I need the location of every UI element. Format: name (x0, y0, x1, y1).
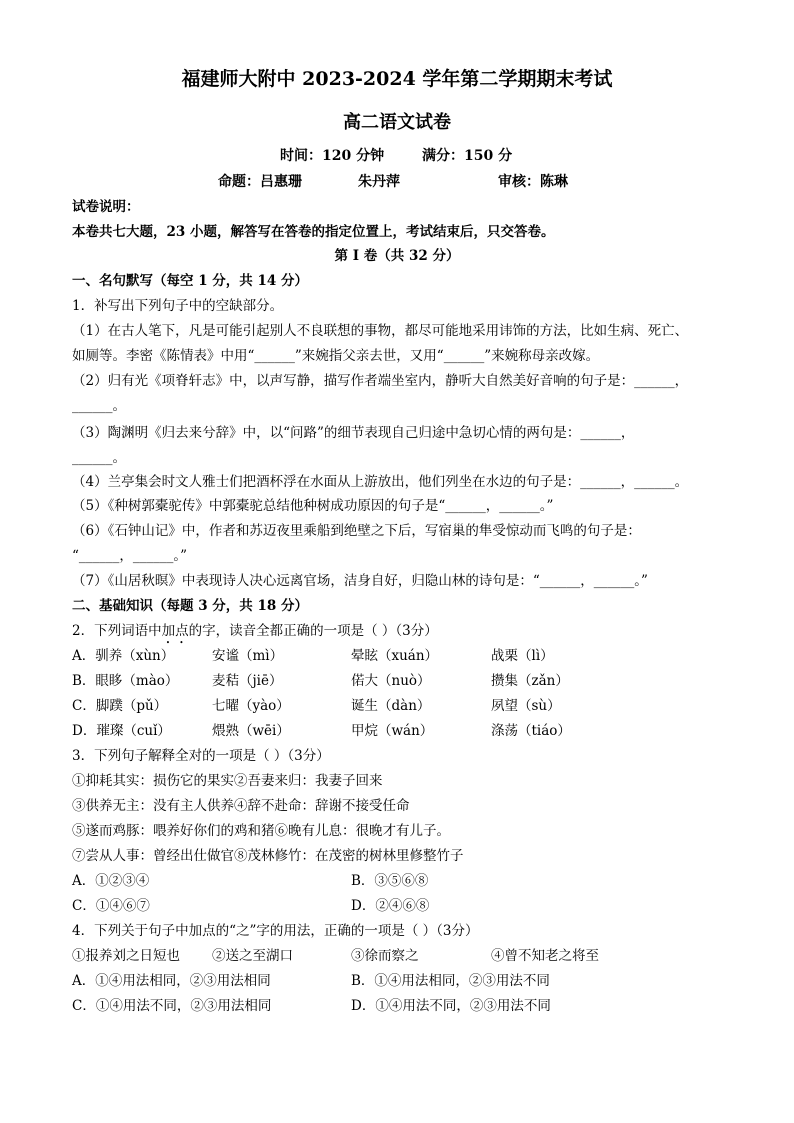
q2-option-cell: B．眼眵（mào） (72, 673, 179, 689)
q2-stem-dotted: 加点 (161, 623, 189, 639)
q1-line: （6）《石钟山记》中，作者和苏迈夜里乘船到绝壁之下后，写宿巢的隼受惊动而飞鸣的句子是： (72, 523, 641, 539)
q2-option-cell: 煨熟（wēi） (212, 723, 290, 739)
q1-line: 如厕等。李密《陈情表》中用“______”来婉指父亲去世，又用“______”来婉称母亲改嫁。 (72, 348, 600, 364)
exam-authors: 命题：吕惠珊 (218, 174, 302, 190)
q1-line: ______。 (72, 450, 126, 466)
q4-option: D．①④用法不同，②③用法不同 (351, 998, 551, 1014)
q3-line: ③供养无主：没有主人供养④辞不赴命：辞谢不接受任命 (72, 798, 410, 814)
section2-heading: 二、基础知识（每题 3 分，共 18 分） (72, 598, 308, 614)
q4-option: B．①④用法相同，②③用法不同 (351, 973, 550, 989)
instructions-label: 试卷说明： (72, 199, 140, 215)
q1-line: （7）《山居秋暝》中表现诗人决心远离官场，洁身自好，归隐山林的诗句是：“______，______。” (72, 573, 648, 589)
q2-option-cell: 攒集（zǎn） (491, 673, 569, 689)
q1-line: （1）在古人笔下，凡是可能引起别人不良联想的事物，都尽可能地采用讳饰的方法，比如生病、死亡、 (72, 323, 689, 339)
exam-subtitle: 高二语文试卷 (343, 112, 451, 133)
q4-sentence: ④曾不知老之将至 (491, 948, 599, 964)
q2-option-cell: 偌大（nuò） (351, 673, 431, 689)
q2-option-cell: D．璀璨（cuǐ） (72, 723, 171, 739)
q2-stem-part: 的字，读音全都正确的一项是（ ）（3分） (188, 623, 438, 639)
q2-option-cell: 涤荡（tiáo） (491, 723, 571, 739)
instructions-text: 本卷共七大题，23 小题，解答写在答卷的指定位置上，考试结束后，只交答卷。 (72, 224, 555, 240)
q4-sentence: ②送之至湖口 (212, 948, 293, 964)
q4-option: A．①④用法相同，②③用法相同 (72, 973, 271, 989)
q3-line: ①抑耗其实：损伤它的果实②吾妻来归：我妻子回来 (72, 773, 383, 789)
q1-line: （5）《种树郭橐驼传》中郭橐驼总结他种树成功原因的句子是“______，______。” (72, 498, 554, 514)
q3-option: C．①④⑥⑦ (72, 898, 150, 914)
q1-line: （2）归有光《项脊轩志》中，以声写静，描写作者端坐室内，静听大自然美好音响的句子是：______， (72, 373, 689, 389)
q1-line: ______。 (72, 398, 126, 414)
question-4-stem: 4．下列关于句子中加点的“之”字的用法，正确的一项是（ ）（3分） (72, 923, 479, 939)
q3-option: B．③⑤⑥⑧ (351, 873, 429, 889)
volume-heading: 第 I 卷（共 32 分） (334, 248, 460, 264)
q2-option-cell: 战栗（lì） (491, 648, 554, 664)
q2-option-cell: A．驯养（xùn） (72, 648, 175, 664)
exam-title: 福建师大附中 2023-2024 学年第二学期期末考试 (181, 68, 613, 90)
q1-line: （3）陶渊明《归去来兮辞》中，以“问路”的细节表现自己归途中急切心情的两句是：______， (72, 425, 635, 441)
q3-line: ⑤遂而鸡豚：喂养好你们的鸡和猪⑥晚有儿息：很晚才有儿子。 (72, 823, 450, 839)
question-3-stem: 3．下列句子解释全对的一项是（ ）（3分） (72, 748, 330, 764)
question-2-stem (72, 622, 438, 647)
q3-option: D．②④⑥⑧ (351, 898, 430, 914)
section1-heading: 一、名句默写（每空 1 分，共 14 分） (72, 273, 308, 289)
q2-option-cell: 晕眩（xuán） (351, 648, 439, 664)
q4-sentence: ①报养刘之日短也 (72, 948, 180, 964)
exam-score: 满分：150 分 (422, 148, 513, 164)
q2-option-cell: 麦秸（jiē） (212, 673, 283, 689)
q2-option-cell: 诞生（dàn） (351, 698, 431, 714)
q3-option: A．①②③④ (72, 873, 150, 889)
q1-line: （4）兰亭集会时文人雅士们把酒杯浮在水面从上游放出，他们列坐在水边的句子是：______，______。 (72, 474, 689, 490)
q1-line: “______，______。” (72, 548, 188, 564)
q2-stem-part: 2．下列词语中 (72, 623, 162, 639)
q2-option-cell: 七曜（yào） (212, 698, 290, 714)
q2-option-cell: 安谧（mì） (212, 648, 284, 664)
exam-time: 时间：120 分钟 (280, 148, 385, 164)
question-1-stem: 1．补写出下列句子中的空缺部分。 (72, 298, 284, 314)
q2-option-cell: 甲烷（wán） (351, 723, 434, 739)
q2-option-cell: C．脚蹼（pǔ） (72, 698, 168, 714)
exam-author-2: 朱丹萍 (358, 174, 400, 190)
exam-reviewer: 审核：陈琳 (498, 174, 568, 190)
q2-option-cell: 夙望（sù） (491, 698, 561, 714)
q3-line: ⑦尝从人事：曾经出仕做官⑧茂林修竹：在茂密的树林里修整竹子 (72, 848, 464, 864)
q4-option: C．①④用法不同，②③用法相同 (72, 998, 272, 1014)
q4-sentence: ③徐而察之 (351, 948, 419, 964)
